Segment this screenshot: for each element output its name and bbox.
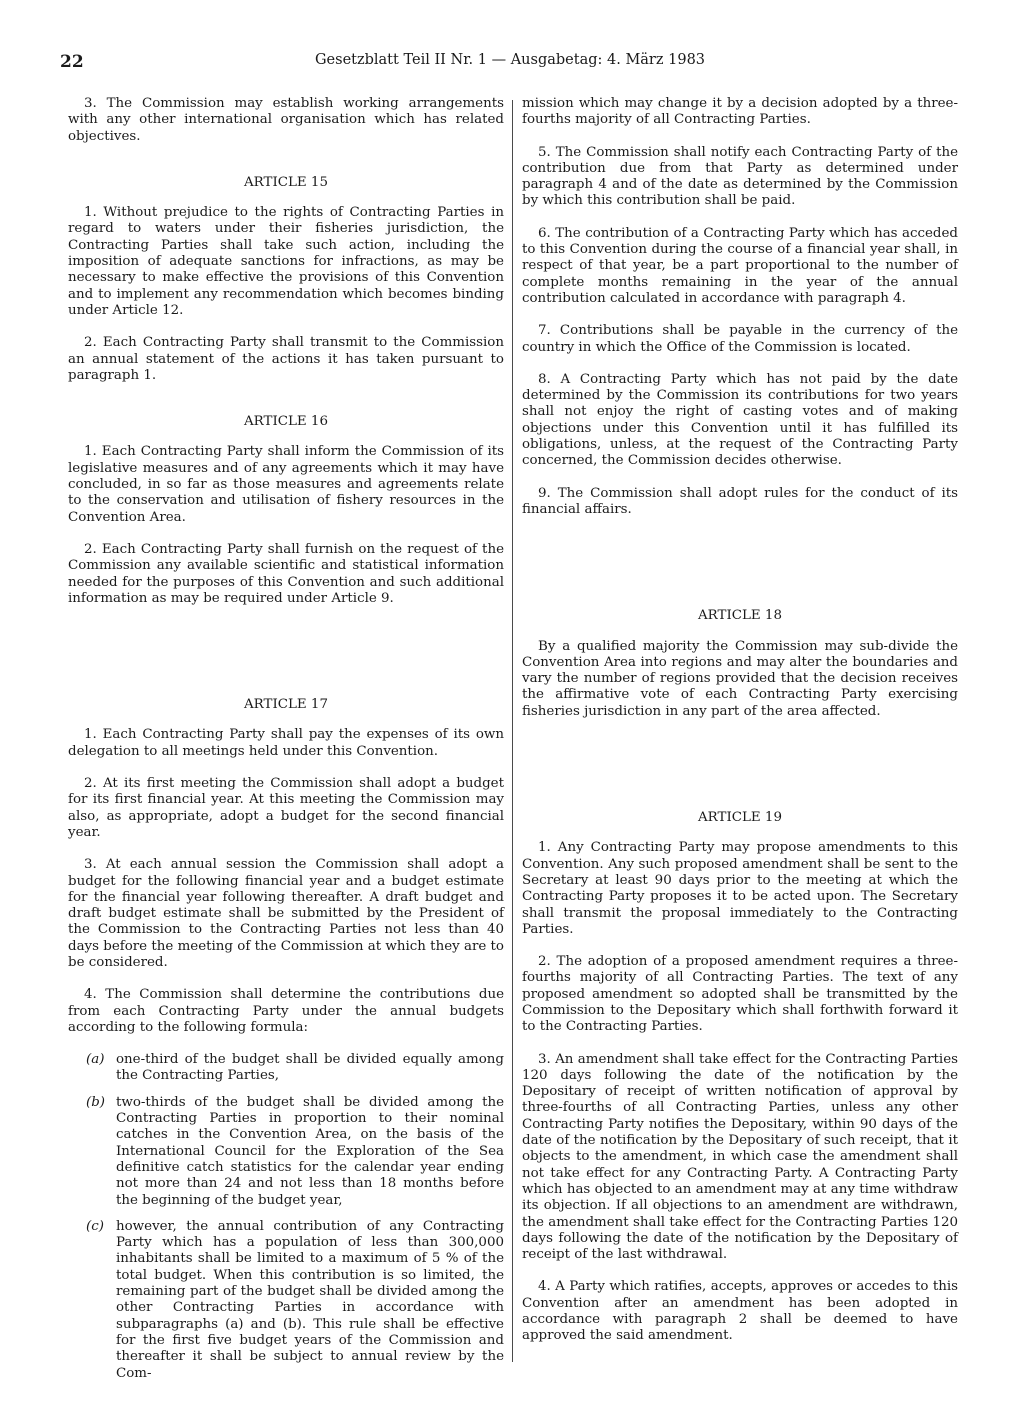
- paragraph: 2. Each Contracting Party shall furnish on the request of the Commission any available scientific and statistical information needed for the purposes of this Convention and such additional information as may be required under Article 9.: [68, 541, 504, 606]
- paragraph: 1. Each Contracting Party shall inform the Commission of its legislative measures and of any agreements which it may have concluded, in so far as those measures and agreements relate to the conservation and utilisation of fishery resources in the Convention Area.: [68, 444, 504, 525]
- list-label: (c): [86, 1218, 104, 1234]
- list-item: [68, 1095, 504, 1209]
- article-heading: ARTICLE 19: [698, 810, 782, 826]
- paragraph-continuation: mission which may change it by a decision adopted by a three-fourths majority of all Contracting Parties.: [522, 96, 958, 128]
- paragraph: 9. The Commission shall adopt rules for the conduct of its financial affairs.: [522, 485, 958, 517]
- paragraph: 3. An amendment shall take effect for the Contracting Parties 120 days following the date of the notification by the Depositary of receipt of written notification of approval by three-fourths of all Contracting Parties, unless any other Contracting Party notifies the Depositary, within 90 days of the date of the notification by the Depositary of such receipt, that it objects to the amendment, in which case the amendment shall not take effect for any Contracting Party. A Contracting Party which has objected to an amendment may at any time withdraw its objection. If all objections to an amendment are withdrawn, the amendment shall take effect for the Contracting Parties 120 days following the date of the notification by the Depositary of receipt of the last withdrawal.: [522, 1051, 958, 1263]
- column-divider: [512, 100, 513, 1362]
- article-heading: ARTICLE 16: [244, 414, 328, 430]
- list-text: however, the annual contribution of any Contracting Party which has a population of less than 300,000 inhabitants shall be limited to a maximum of 5 % of the total budget. When this contribution is so limited, the remaining part of the budget shall be divided among the other Contracting Parties in accordance with subparagraphs (a) and (b). This rule shall be effective for the first five budget years of the Commission and thereafter it shall be subject to annual review by the Com-: [116, 1218, 504, 1381]
- paragraph: 1. Any Contracting Party may propose amendments to this Convention. Any such proposed amendment shall be sent to the Secretary at least 90 days prior to the meeting at which the Contracting Party proposes it to be acted upon. The Secretary shall transmit the proposal immediately to the Contracting Parties.: [522, 840, 958, 937]
- section-spacer: [68, 623, 504, 667]
- right-column: [522, 96, 958, 1361]
- page-number: 22: [60, 52, 84, 72]
- paragraph: By a qualified majority the Commission may sub-divide the Convention Area into regions and may alter the boundaries and vary the number of regions provided that the decision receives the affirmative vote of each Contracting Party exercising fisheries jurisdiction in any part of the area affected.: [522, 638, 958, 719]
- paragraph: 8. A Contracting Party which has not paid by the date determined by the Commission its contributions for two years shall not enjoy the right of casting votes and of making objections under this Convention until it has fulfilled its obligations, unless, at the request of the Contracting Party concerned, the Commission decides otherwise.: [522, 371, 958, 469]
- list-item: [68, 1219, 504, 1382]
- list-label: (b): [86, 1094, 106, 1110]
- article-heading: ARTICLE 17: [244, 697, 328, 713]
- section-spacer: [522, 736, 958, 780]
- paragraph: 4. A Party which ratifies, accepts, approves or accedes to this Convention after an amendment has been adopted in accordance with paragraph 2 shall be deemed to have approved the said amendment.: [522, 1279, 958, 1344]
- running-head: Gesetzblatt Teil II Nr. 1 — Ausgabetag: 4. März 1983: [314, 52, 706, 68]
- article-heading: ARTICLE 18: [698, 608, 782, 624]
- paragraph: 1. Without prejudice to the rights of Contracting Parties in regard to waters under their fisheries jurisdiction, the Contracting Parties shall take such action, including the imposition of adequate sanctions for infractions, as may be necessary to make effective the provisions of this Convention and to implement any recommendation which becomes binding under Article 12.: [68, 205, 504, 318]
- left-column: [68, 96, 504, 1392]
- list-item: [68, 1052, 504, 1085]
- paragraph: 3. The Commission may establish working arrangements with any other international organisation which has related objectives.: [68, 96, 504, 144]
- paragraph: 5. The Commission shall notify each Contracting Party of the contribution due from that Party as determined under paragraph 4 and of the date as determined by the Commission by which this contribution shall be paid.: [522, 144, 958, 209]
- list-text: two-thirds of the budget shall be divided among the Contracting Parties in proportion to their nominal catches in the Convention Area, on the basis of the International Council for the Exploration of the Sea definitive catch statistics for the calendar year ending not more than 24 and not less than 18 months before the beginning of the budget year,: [116, 1094, 504, 1208]
- article-heading: ARTICLE 15: [244, 174, 328, 190]
- paragraph: 4. The Commission shall determine the contributions due from each Contracting Party under the annual budgets according to the following formula:: [68, 987, 504, 1035]
- paragraph: 2. At its first meeting the Commission shall adopt a budget for its first financial year. At this meeting the Commission may also, as appropriate, adopt a budget for the second financial year.: [68, 776, 504, 840]
- list-text: one-third of the budget shall be divided equally among the Contracting Parties,: [116, 1052, 504, 1084]
- paragraph: 3. At each annual session the Commission shall adopt a budget for the following financial year and a budget estimate for the financial year following thereafter. A draft budget and draft budget estimate shall be submitted by the President of the Commission to the Contracting Parties not less than 40 days before the meeting of the Commission at which they are to be considered.: [68, 857, 504, 970]
- paragraph: 1. Each Contracting Party shall pay the expenses of its own delegation to all meetings held under this Convention.: [68, 727, 504, 759]
- paragraph: 2. Each Contracting Party shall transmit to the Commission an annual statement of the actions it has taken pursuant to paragraph 1.: [68, 335, 504, 383]
- paragraph: 2. The adoption of a proposed amendment requires a three-fourths majority of all Contracting Parties. The text of any proposed amendment so adopted shall be transmitted by the Commission to the Depositary which shall forthwith forward it to the Contracting Parties.: [522, 954, 958, 1035]
- list-label: (a): [86, 1052, 105, 1068]
- paragraph: 7. Contributions shall be payable in the currency of the country in which the Office of the Commission is located.: [522, 323, 958, 355]
- paragraph: 6. The contribution of a Contracting Party which has acceded to this Convention during the course of a financial year shall, in respect of that year, be a part proportional to the number of complete months remaining in the year of the annual contribution calculated in accordance with paragraph 4.: [522, 225, 958, 306]
- section-spacer: [522, 534, 958, 578]
